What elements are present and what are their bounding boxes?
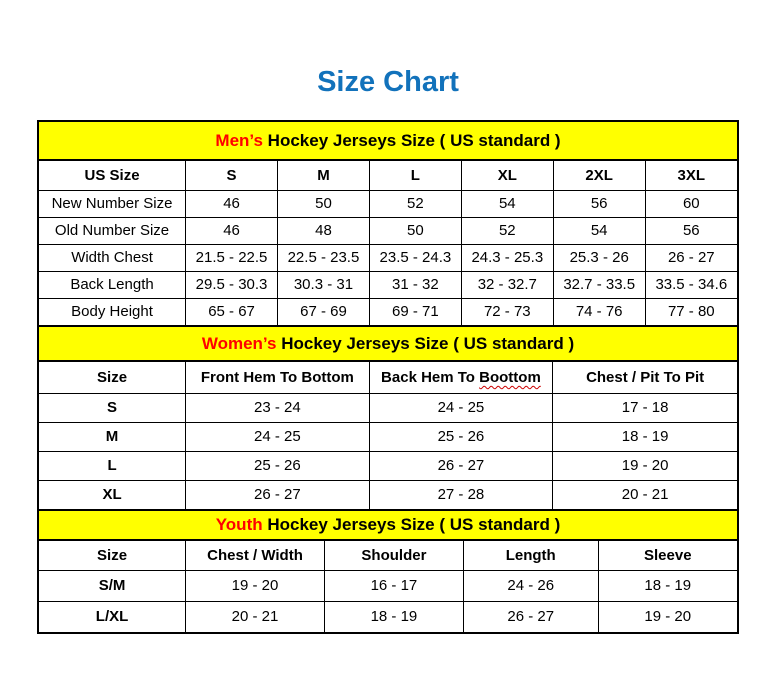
column-header: Shoulder (324, 541, 463, 570)
cell: 23 - 24 (186, 393, 370, 422)
row-label: S (39, 393, 186, 422)
column-header: S (186, 161, 278, 190)
cell: 25.3 - 26 (553, 244, 645, 271)
cell: 69 - 71 (369, 298, 461, 325)
cell: 24 - 25 (369, 393, 553, 422)
cell: 25 - 26 (186, 451, 370, 480)
table-row (39, 271, 737, 298)
cell: 46 (186, 217, 278, 244)
youth-band-highlight: Youth (215, 515, 263, 534)
cell: 54 (553, 217, 645, 244)
womens-section-band (39, 325, 737, 362)
youth-section-band (39, 509, 737, 541)
cell: 22.5 - 23.5 (278, 244, 370, 271)
column-header: US Size (39, 161, 186, 190)
column-header: XL (461, 161, 553, 190)
cell: 46 (186, 190, 278, 217)
column-header: Size (39, 541, 186, 570)
table-row (39, 422, 737, 451)
table-row (39, 217, 737, 244)
mens-size-table (39, 161, 737, 325)
cell: 67 - 69 (278, 298, 370, 325)
cell: 26 - 27 (645, 244, 737, 271)
row-label: Old Number Size (39, 217, 186, 244)
womens-size-table (39, 362, 737, 509)
mens-section-band (39, 122, 737, 161)
row-label: Width Chest (39, 244, 186, 271)
page-title: Size Chart (317, 66, 459, 98)
cell: 24 - 25 (186, 422, 370, 451)
youth-band-text: Hockey Jerseys Size ( US standard ) (262, 515, 561, 534)
column-header: 3XL (645, 161, 737, 190)
table-row (39, 570, 737, 601)
table-row (39, 480, 737, 509)
column-header: Chest / Width (186, 541, 325, 570)
cell: 33.5 - 34.6 (645, 271, 737, 298)
column-header: Size (39, 362, 186, 393)
cell: 26 - 27 (369, 451, 553, 480)
table-header-row (39, 541, 737, 570)
cell: 18 - 19 (598, 570, 737, 601)
column-header: Sleeve (598, 541, 737, 570)
row-label: L/XL (39, 601, 186, 632)
column-header: Chest / Pit To Pit (553, 362, 737, 393)
mens-band-highlight: Men’s (215, 130, 263, 150)
cell: 74 - 76 (553, 298, 645, 325)
cell: 32 - 32.7 (461, 271, 553, 298)
cell: 56 (645, 217, 737, 244)
column-header: Front Hem To Bottom (186, 362, 370, 393)
cell: 50 (369, 217, 461, 244)
row-label: L (39, 451, 186, 480)
table-row (39, 451, 737, 480)
table-header-row (39, 161, 737, 190)
cell: 19 - 20 (186, 570, 325, 601)
youth-size-table (39, 541, 737, 632)
table-row (39, 601, 737, 632)
cell: 20 - 21 (553, 480, 737, 509)
cell: 26 - 27 (463, 601, 598, 632)
cell: 18 - 19 (324, 601, 463, 632)
cell: 19 - 20 (598, 601, 737, 632)
cell: 21.5 - 22.5 (186, 244, 278, 271)
cell: 65 - 67 (186, 298, 278, 325)
table-row (39, 298, 737, 325)
table-row (39, 393, 737, 422)
cell: 32.7 - 33.5 (553, 271, 645, 298)
cell: 27 - 28 (369, 480, 553, 509)
table-row (39, 190, 737, 217)
size-chart-table (37, 120, 739, 634)
cell: 24.3 - 25.3 (461, 244, 553, 271)
cell: 20 - 21 (186, 601, 325, 632)
row-label: S/M (39, 570, 186, 601)
table-header-row (39, 362, 737, 393)
column-header: M (278, 161, 370, 190)
cell: 52 (461, 217, 553, 244)
cell: 30.3 - 31 (278, 271, 370, 298)
row-label: XL (39, 480, 186, 509)
cell: 26 - 27 (186, 480, 370, 509)
cell: 77 - 80 (645, 298, 737, 325)
column-header-text: Back Hem To (381, 368, 480, 386)
womens-band-highlight: Women’s (201, 333, 277, 353)
cell: 31 - 32 (369, 271, 461, 298)
row-label: Back Length (39, 271, 186, 298)
column-header: Length (463, 541, 598, 570)
cell: 56 (553, 190, 645, 217)
cell: 25 - 26 (369, 422, 553, 451)
row-label: New Number Size (39, 190, 186, 217)
row-label: M (39, 422, 186, 451)
cell: 19 - 20 (553, 451, 737, 480)
cell: 29.5 - 30.3 (186, 271, 278, 298)
mens-band-text: Hockey Jerseys Size ( US standard ) (262, 130, 561, 150)
cell: 48 (278, 217, 370, 244)
column-header (369, 362, 553, 393)
row-label: Body Height (39, 298, 186, 325)
cell: 16 - 17 (324, 570, 463, 601)
cell: 72 - 73 (461, 298, 553, 325)
cell: 17 - 18 (553, 393, 737, 422)
cell: 23.5 - 24.3 (369, 244, 461, 271)
cell: 54 (461, 190, 553, 217)
cell: 24 - 26 (463, 570, 598, 601)
column-header: L (369, 161, 461, 190)
cell: 52 (369, 190, 461, 217)
table-row (39, 244, 737, 271)
womens-band-text: Hockey Jerseys Size ( US standard ) (276, 333, 575, 353)
column-header: 2XL (553, 161, 645, 190)
cell: 60 (645, 190, 737, 217)
cell: 18 - 19 (553, 422, 737, 451)
misspelled-word: Boottom (479, 368, 541, 386)
cell: 50 (278, 190, 370, 217)
